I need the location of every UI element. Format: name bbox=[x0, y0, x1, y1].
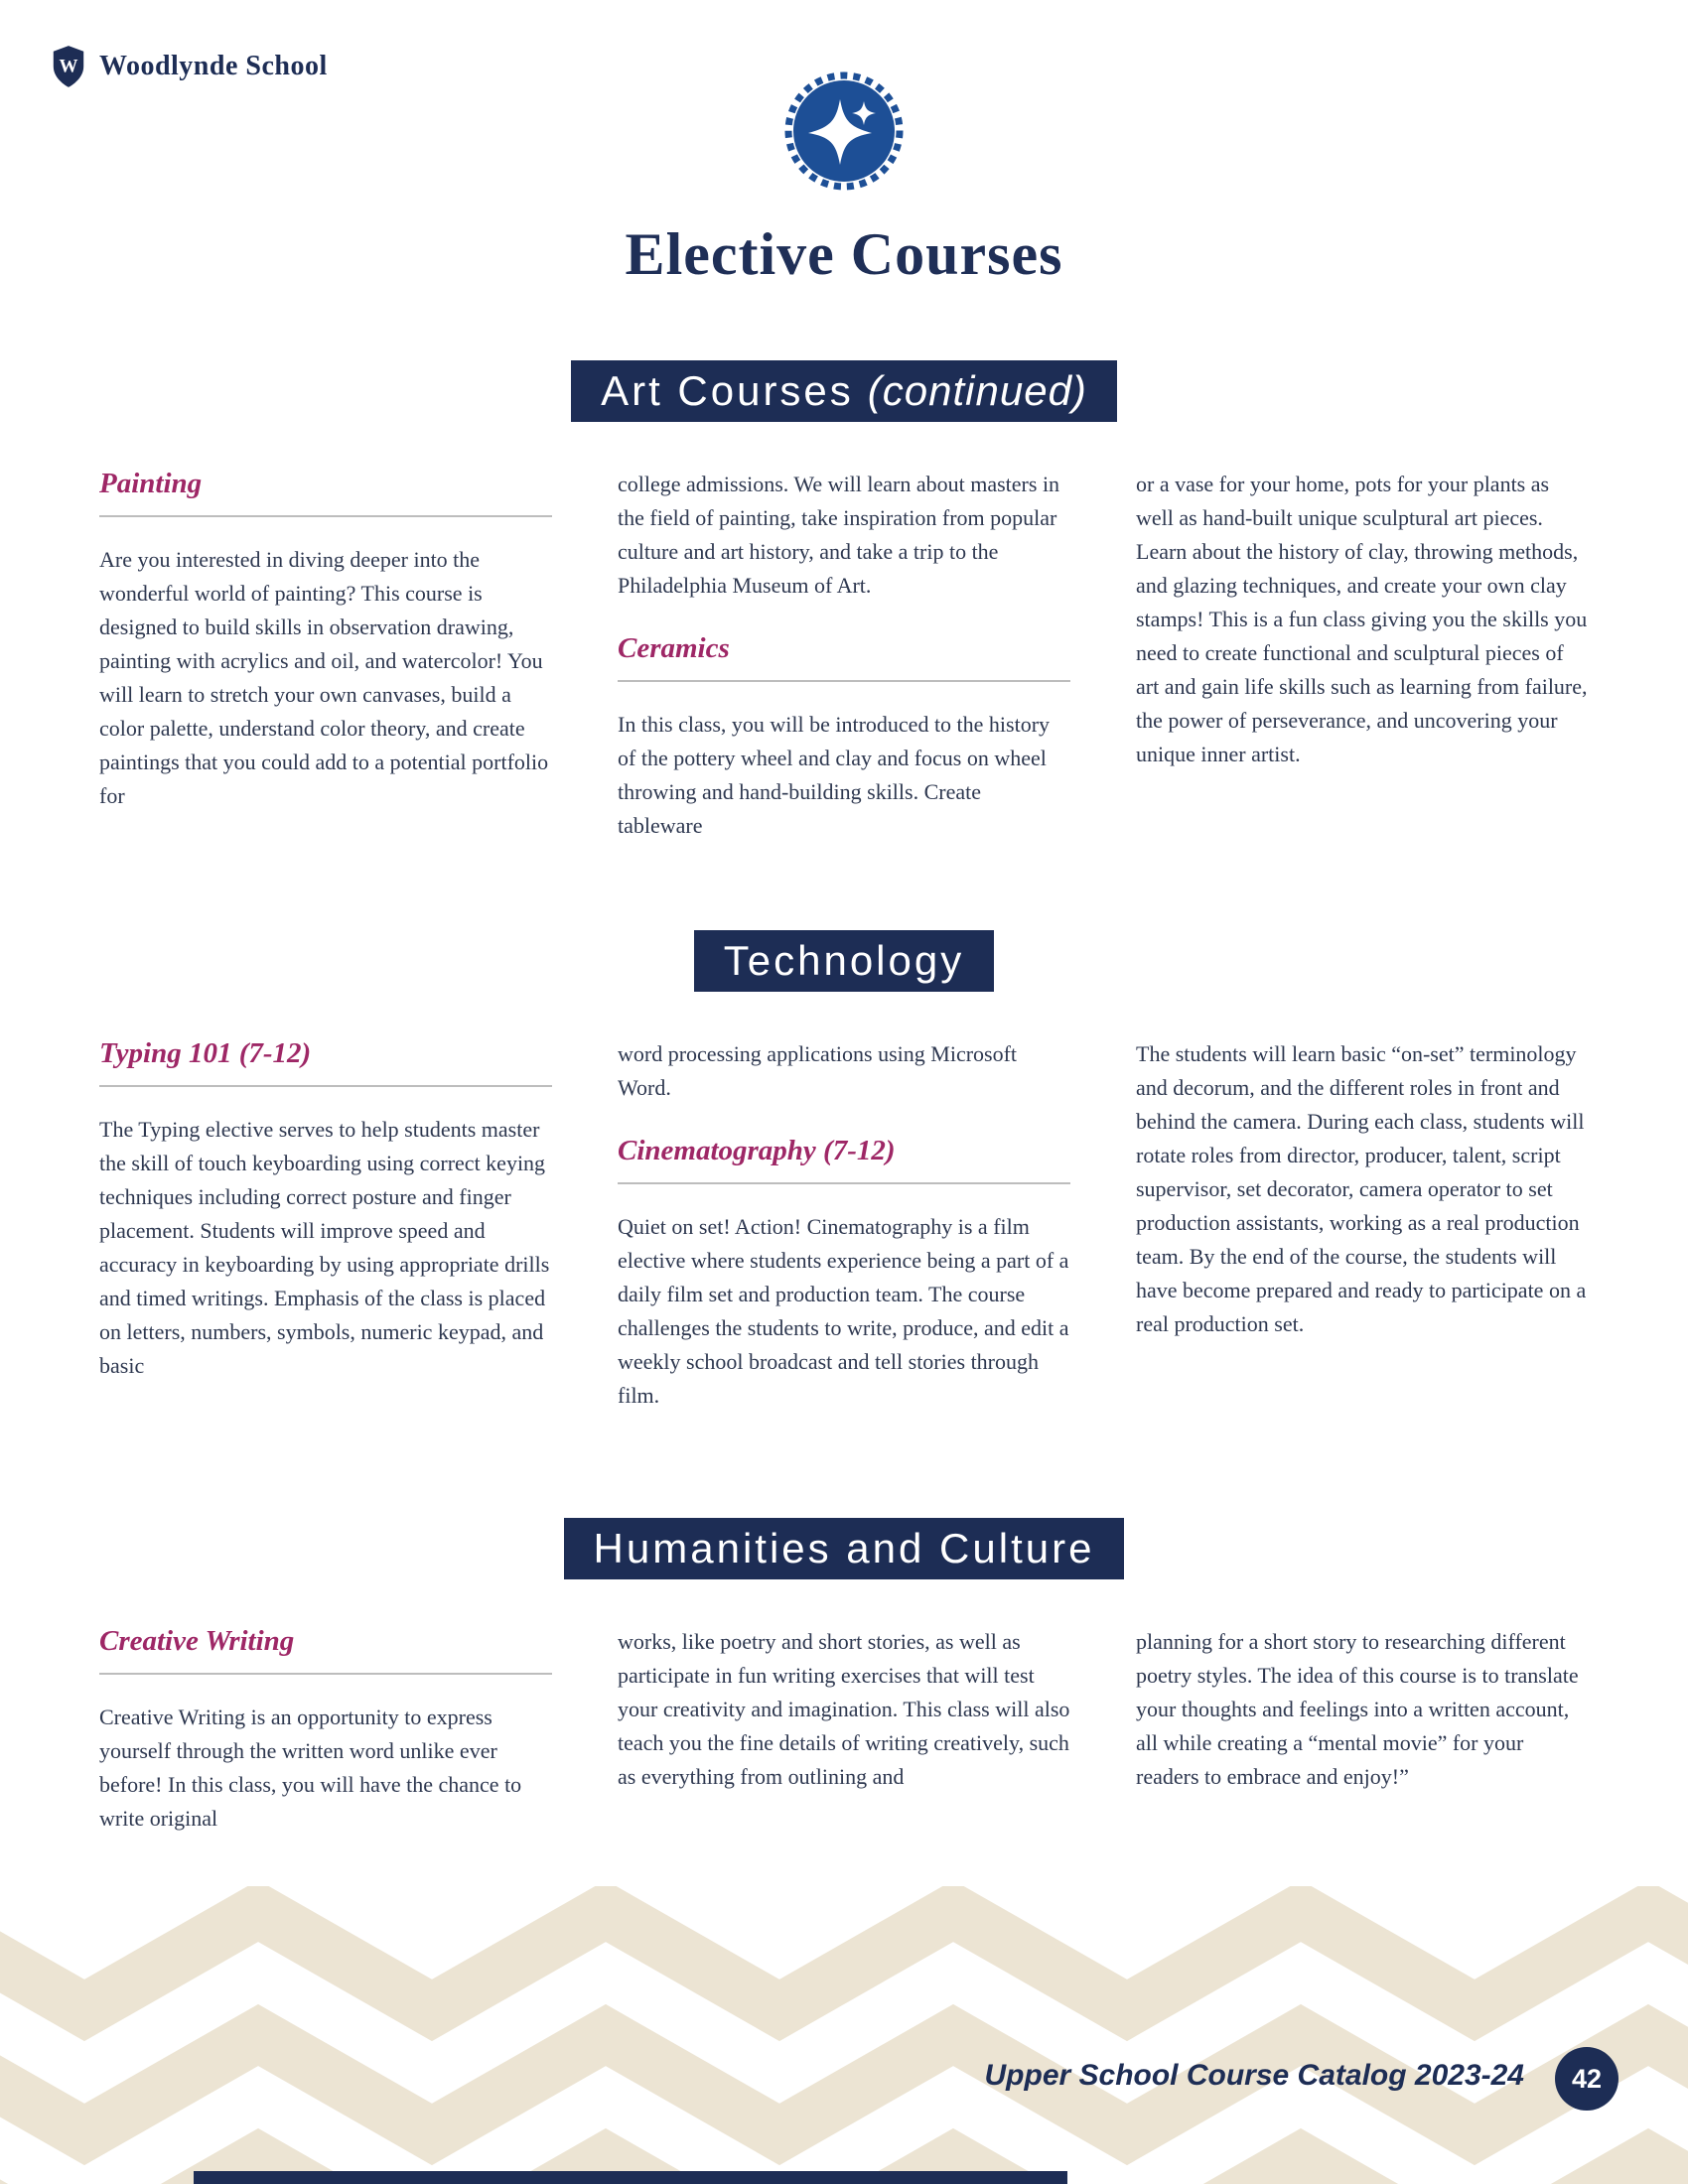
course-body-painting: Are you interested in diving deeper into the wonderful world of painting? This course is designed to build skills in observation drawing, painting with acrylics and oil, and watercolor! You will learn to stretch your own canvases, build a color palette, understand color theory, and create paintings that you could add to a potential portfolio for bbox=[99, 547, 549, 808]
art-column-2 bbox=[618, 468, 1070, 843]
art-column-3 bbox=[1136, 468, 1589, 771]
page-title: Elective Courses bbox=[625, 221, 1063, 287]
page-number-badge bbox=[1555, 2047, 1618, 2111]
humanities-column-1 bbox=[99, 1625, 552, 1836]
course-heading-cinematography: Cinematography (7-12) bbox=[618, 1135, 1070, 1184]
badge-star-icon bbox=[784, 71, 904, 191]
section-banner-technology: Technology bbox=[694, 930, 994, 992]
technology-column-3 bbox=[1136, 1037, 1589, 1341]
footer-catalog-title: Upper School Course Catalog 2023-24 bbox=[984, 2059, 1524, 2092]
humanities-columns bbox=[0, 1625, 1688, 1836]
course-heading-typing: Typing 101 (7-12) bbox=[99, 1037, 552, 1087]
course-body-typing: The Typing elective serves to help students master the skill of touch keyboarding using correct keying techniques including correct posture and finger placement. Students will improve speed and accuracy in keyboarding by using appropriate drills and timed writings. Emphasis of the class is placed on letters, numbers, symbols, numeric keypad, and basic bbox=[99, 1117, 550, 1378]
chevron-pattern bbox=[0, 1886, 1688, 2184]
humanities-column-2 bbox=[618, 1625, 1070, 1794]
banner-art-label: Art Courses bbox=[601, 367, 854, 414]
school-shield-icon bbox=[50, 44, 87, 89]
course-heading-painting: Painting bbox=[99, 468, 552, 517]
svg-text:W: W bbox=[59, 56, 78, 77]
banner-art-continued: (continued) bbox=[867, 367, 1087, 414]
technology-columns bbox=[0, 1037, 1688, 1413]
course-body-creative-writing: Creative Writing is an opportunity to express yourself through the written word unlike ever before! In this class, you will have the chance to write original bbox=[99, 1705, 522, 1831]
course-body-painting-continued: college admissions. We will learn about masters in the field of painting, take inspiration from popular culture and art history, and take a trip to the Philadelphia Museum of Art. bbox=[618, 472, 1060, 598]
art-column-1 bbox=[99, 468, 552, 813]
school-logo bbox=[50, 44, 328, 89]
page-number: 42 bbox=[1571, 2063, 1603, 2094]
bottom-accent-bar bbox=[194, 2171, 1067, 2184]
course-heading-ceramics: Ceramics bbox=[618, 632, 1070, 682]
course-heading-creative-writing: Creative Writing bbox=[99, 1625, 552, 1675]
course-body-cinematography: Quiet on set! Action! Cinematography is a film elective where students experience being a part of a daily film set and production team. The course challenges the students to write, produce, and edit a weekly school broadcast and tell stories through film. bbox=[618, 1214, 1069, 1408]
technology-column-1 bbox=[99, 1037, 552, 1383]
school-name: Woodlynde School bbox=[99, 51, 328, 81]
course-body-ceramics-continued: or a vase for your home, pots for your plants as well as hand-built unique sculptural art pieces. Learn about the history of clay, throwing methods, and glazing techniques, and create your own clay stamps! This is a fun class giving you the skills you need to create functional and sculptural pieces of art and gain life skills such as learning from failure, the power of perseverance, and uncovering your unique inner artist. bbox=[1136, 472, 1588, 766]
section-banner-humanities: Humanities and Culture bbox=[564, 1518, 1125, 1579]
course-body-ceramics: In this class, you will be introduced to the history of the pottery wheel and clay and focus on wheel throwing and hand-building skills. Create tableware bbox=[618, 712, 1051, 838]
course-body-typing-continued: word processing applications using Microsoft Word. bbox=[618, 1041, 1018, 1100]
elective-badge bbox=[784, 71, 904, 196]
humanities-column-3 bbox=[1136, 1625, 1589, 1794]
section-banner-art-courses bbox=[571, 360, 1117, 422]
course-body-creative-writing-continued-3: planning for a short story to researching different poetry styles. The idea of this course is to translate your thoughts and feelings into a written account, all while creating a “mental movie” for your readers to embrace and enjoy!” bbox=[1136, 1629, 1579, 1789]
art-columns bbox=[0, 468, 1688, 843]
course-body-cinematography-continued: The students will learn basic “on-set” terminology and decorum, and the different roles in front and behind the camera. During each class, students will rotate roles from director, producer, talent, script supervisor, set decorator, camera operator to set production assistants, working as a real production team. By the end of the course, the students will have become prepared and ready to participate on a real production set. bbox=[1136, 1041, 1587, 1336]
technology-column-2 bbox=[618, 1037, 1070, 1413]
course-body-creative-writing-continued-2: works, like poetry and short stories, as well as participate in fun writing exercises that will test your creativity and imagination. This class will also teach you the fine details of writing creatively, such as everything from outlining and bbox=[618, 1629, 1070, 1789]
